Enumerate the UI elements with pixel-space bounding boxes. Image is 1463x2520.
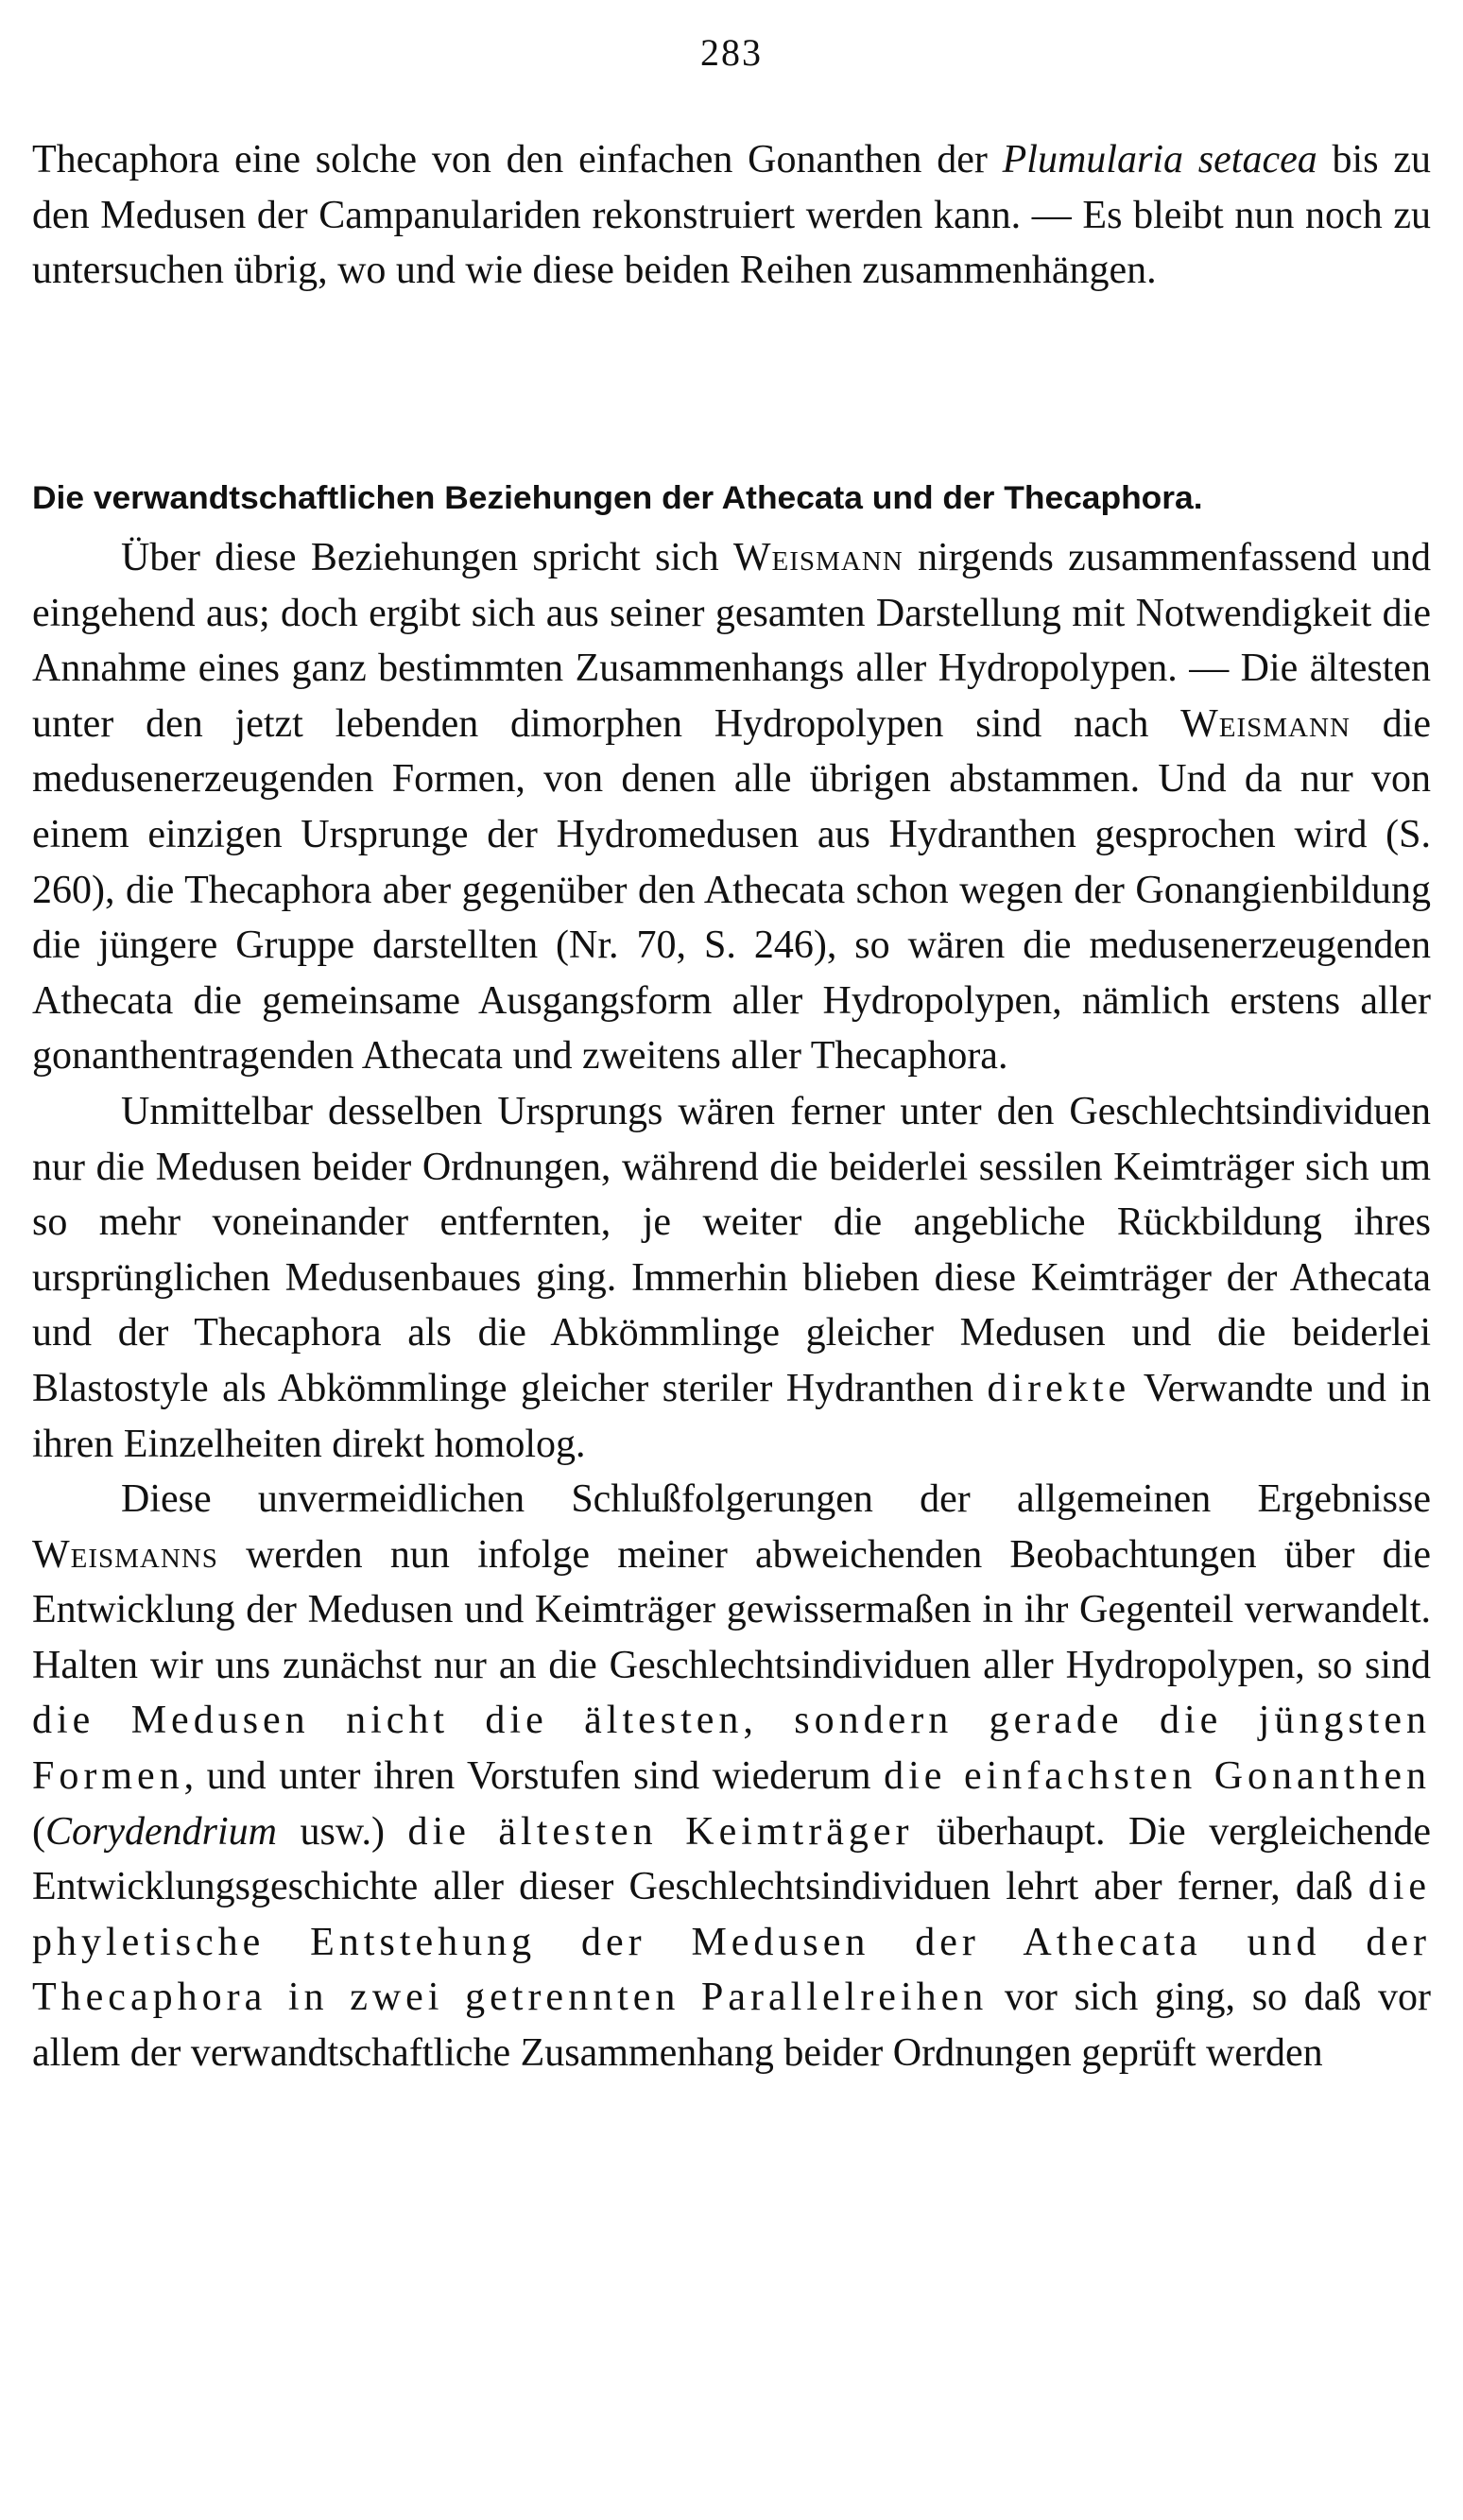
emphasis-spaced: die ältesten Keimträger xyxy=(407,1809,914,1854)
paragraph-text: , und unter ihren Vorstufen sind wiederum xyxy=(183,1754,885,1799)
intro-text-part: bis zu den Medusen der Campanulariden rekonstruiert werden kann. — Es bleibt nun noch zu untersuchen übrig, wo und wie diese beiden Reihen zusammenhängen. xyxy=(32,138,1432,293)
intro-text xyxy=(32,132,1431,299)
paragraph-text: vor sich ging, so daß vor allem der verwandtschaftliche Zusammenhang beider Ordnungen geprüft werden xyxy=(32,1976,1431,2076)
author-name: Weismanns xyxy=(32,1532,218,1577)
species-name: Plumularia setacea xyxy=(1002,138,1317,181)
section-heading: Die verwandtschaftlichen Beziehungen der Athecata und der Thecaphora. xyxy=(32,480,1203,516)
intro-paragraph xyxy=(32,132,1431,299)
paragraph-text: nirgends zusammenfassend und eingehend aus; doch ergibt sich aus seiner gesamten Darstellung mit Notwendigkeit die Annahme eines ganz bestimmten Zusammenhangs aller Hydropolypen. — Die ältesten unter den jetzt lebenden dimorphen Hydropolypen sind nach xyxy=(32,536,1431,746)
paragraph-text: werden nun infolge meiner abweichenden Beobachtungen über die Entwicklung der Medusen und Keimträger gewissermaßen in ihr Gegenteil verwandelt. Halten wir uns zunächst nur an die Geschlechtsindividuen aller Hydropolypen, so sind xyxy=(32,1532,1431,1687)
page-number: 283 xyxy=(700,31,763,74)
paragraph-text: Unmittelbar desselben Ursprungs wären ferner unter den Geschlechtsindividuen nur die Medusen beider Ordnungen, während die beiderlei sessilen Keimträger sich um so mehr voneinander entfernten, je weiter die angebliche Rückbildung ihres ursprünglichen Medusenbaues ging. Immerhin blieben diese Keimträger der Athecata und der Thecaphora als die Abkömmlinge gleicher Medusen und die beiderlei Blastostyle als Abkömmlinge gleicher steriler Hydranthen xyxy=(32,1089,1431,1410)
emphasis-spaced: die einfachsten Gonanthen xyxy=(884,1754,1431,1799)
emphasis-spaced: die phyletische Entstehung der Medusen der Athecata und der Thecaphora in zwei getrennten Parallelreihen xyxy=(32,1865,1431,2020)
paragraph-3 xyxy=(32,1472,1431,2081)
paragraph-text: Diese unvermeidlichen Schlußfolgerungen der allgemeinen Ergebnisse xyxy=(121,1477,1431,1522)
paragraph-text: ( xyxy=(32,1809,45,1854)
paragraph-2 xyxy=(32,1084,1431,1472)
section-body xyxy=(32,530,1431,2081)
genus-name: Corydendrium xyxy=(45,1809,277,1854)
document-page xyxy=(32,0,1431,2520)
author-name: Weismann xyxy=(732,536,904,579)
author-name: Weismann xyxy=(1180,701,1351,746)
paragraph-text: Über diese Beziehungen spricht sich xyxy=(121,536,733,579)
emphasis-spaced: die Medusen nicht die ältesten, sondern gerade die jüngsten Formen xyxy=(32,1699,1431,1799)
intro-text-part: Thecaphora eine solche von den einfachen Gonanthen der xyxy=(32,138,1003,181)
paragraph-text: die medusenerzeugenden Formen, von denen alle übrigen abstammen. Und da nur von einem einzigen Ursprunge der Hydromedusen aus Hydranthen gesprochen wird (S. 260), die Thecaphora aber gegenüber den Athecata schon wegen der Gonangienbildung die jüngere Gruppe darstellten (Nr. 70, S. 246), so wären die medusenerzeugenden Athecata die gemeinsame Ausgangsform aller Hydropolypen, nämlich erstens aller gonanthentragenden Athecata und zweitens aller Thecaphora. xyxy=(32,701,1432,1079)
paragraph-text: Verwandte und in ihren Einzelheiten direkt homolog. xyxy=(32,1366,1431,1466)
paragraph-1 xyxy=(32,530,1431,1084)
paragraph-text: usw.) xyxy=(277,1809,408,1854)
emphasis-spaced: direkte xyxy=(987,1366,1131,1410)
paragraph-text: überhaupt. Die vergleichende Entwicklungsgeschichte aller dieser Geschlechtsindividuen lehrt aber ferner, daß xyxy=(32,1809,1431,1909)
